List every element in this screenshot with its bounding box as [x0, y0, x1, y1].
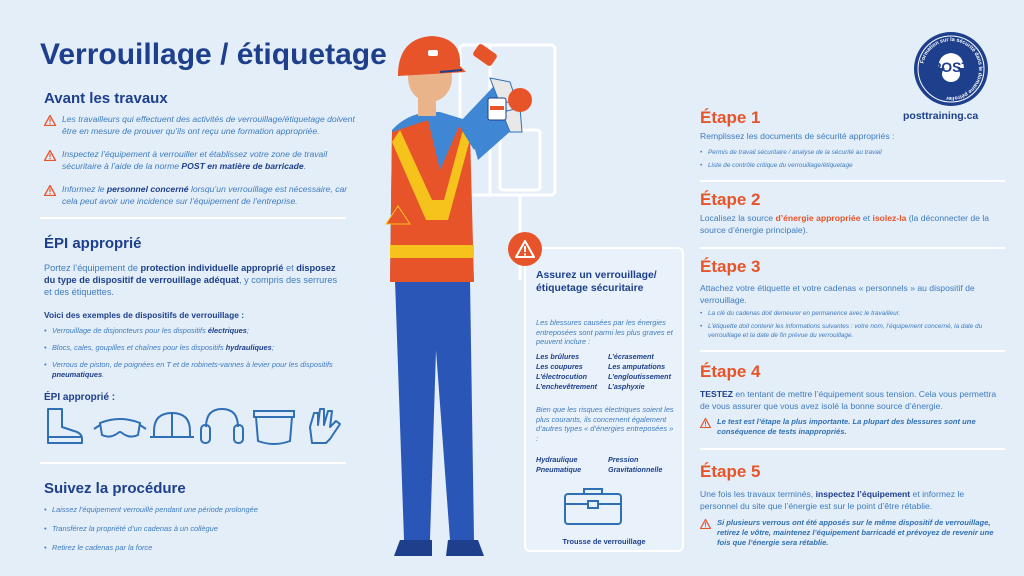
ppe-heading: ÉPI approprié :	[44, 392, 116, 403]
divider	[40, 217, 346, 219]
gloves-icon	[310, 409, 340, 443]
warning-icon	[700, 519, 711, 529]
step-2-text: Localisez la source d’énergie appropriée et isolez-la (la déconnecter de la source d’énergie principale).	[700, 213, 990, 235]
page-title: Verrouillage / étiquetage	[40, 38, 387, 71]
list-item: • Verrous de piston, de poignées en T et de robinets-vannes à levier pour les dispositifs pneumatiques.	[44, 360, 344, 380]
step-5-text: Une fois les travaux terminés, inspectez l’équipement et informez le personnel du site que l’énergie est sur le point d’être rétablie.	[700, 489, 965, 511]
list-item: • Transférez la propriété d’un cadenas à un collègue	[44, 524, 344, 534]
list-item: L’engloutissement	[608, 372, 671, 381]
step-1-title: Étape 1	[700, 108, 761, 127]
list-item: Les coupures	[536, 362, 583, 371]
divider	[700, 350, 1005, 352]
avant-warnings	[44, 114, 364, 207]
warning-icon	[44, 185, 56, 196]
list-item: Les amputations	[608, 362, 666, 371]
avant-heading: Avant les travaux	[44, 90, 168, 107]
step-3-list	[700, 309, 990, 344]
ppe-icons	[44, 405, 344, 447]
warning-badge	[508, 232, 542, 266]
hardhat-icon	[150, 413, 194, 437]
list-item: Hydraulique	[536, 455, 578, 464]
list-item: • Liste de contrôle critique du verrouillage/étiquetage	[700, 161, 990, 170]
earmuffs-icon	[201, 409, 243, 443]
warning-text: Inspectez l’équipement à verrouiller et établissez votre zone de travail sécuritaire à l’aide de la norme POST en matière de barricade.	[62, 149, 328, 171]
warning-icon	[44, 150, 56, 161]
step-1-list	[700, 148, 990, 174]
list-item: • Permis de travail sécuritaire / analyse de la sécurité au travail	[700, 148, 990, 157]
examples-heading: Voici des exemples de dispositifs de verrouillage :	[44, 310, 244, 320]
logo-ring-text: Formation sur la sécurité dans le domaine pétrolier	[919, 36, 984, 102]
card-intro: Les blessures causées par les énergies entreposées sont parmi les plus graves et peuvent inclure :	[536, 318, 673, 347]
boot-icon	[48, 409, 82, 443]
toolbox-icon	[562, 486, 624, 528]
warning-item	[44, 184, 364, 207]
list-item: Gravitationnelle	[608, 465, 663, 474]
step-1-text: Remplissez les documents de sécurité appropriés :	[700, 131, 895, 141]
list-item: Pression	[608, 455, 639, 464]
examples-list	[44, 326, 344, 387]
card-title: Assurez un verrouillage/étiquetage sécuritaire	[536, 270, 657, 294]
warning-icon	[515, 240, 535, 258]
list-item: Les brûlures	[536, 352, 580, 361]
epi-intro: Portez l’équipement de protection individuelle approprié et disposez du type de dispositif de verrouillage adéquat, y compris des serrures et des étiquettes.	[44, 263, 338, 298]
list-item: • Laissez l’équipement verrouillé pendant une période prolongée	[44, 505, 344, 515]
list-item: • Retirez le cadenas par la force	[44, 543, 344, 553]
step-2-title: Étape 2	[700, 190, 761, 209]
warning-item	[44, 114, 364, 137]
step-4-text: TESTEZ en tentant de mettre l’équipement sous tension. Cela vous permettra de vous assurer que vous avez isolé la bonne source d’énergie.	[700, 389, 997, 411]
divider	[700, 180, 1005, 182]
goggles-icon	[94, 419, 146, 437]
divider	[40, 462, 346, 464]
warning-text: Les travailleurs qui effectuent des activités de verrouillage/étiquetage doivent être en mesure de prouver qu’ils ont reçu une formation appropriée.	[62, 114, 355, 136]
list-item: L’électrocution	[536, 372, 587, 381]
warning-icon	[44, 115, 56, 126]
epi-heading: ÉPI approprié	[44, 235, 142, 252]
post-logo	[912, 30, 990, 108]
warning-item	[44, 149, 364, 172]
kit-label: Trousse de verrouillage	[562, 537, 646, 546]
step-4-title: Étape 4	[700, 362, 761, 381]
divider	[700, 247, 1005, 249]
website-link[interactable]: posttraining.ca	[903, 110, 979, 122]
energies-list	[536, 455, 680, 474]
logo-brand: POST	[931, 59, 971, 75]
list-item: • La clé du cadenas doit demeurer en permanence avec le travailleur.	[700, 309, 990, 318]
step-3-text: Attachez votre étiquette et votre cadenas « personnels » au dispositif de verrouillage.	[700, 283, 975, 305]
list-item: L’asphyxie	[608, 382, 645, 391]
warning-icon	[700, 418, 711, 428]
warning-text: Informez le personnel concerné lorsqu’un verrouillage est nécessaire, car cela peut avoir une incidence sur l’équipement de l’entreprise.	[62, 184, 348, 206]
step-4-warning: Le test est l’étape la plus importante. La plupart des blessures sont une conséquence de tests inappropriés.	[700, 417, 1000, 437]
step-5-warning: Si plusieurs verrous ont été apposés sur le même dispositif de verrouillage, retirez le vôtre, maintenez l’équipement barricadé et prévoyez de revenir une fois que l’énergie sera rétablie.	[700, 518, 1000, 548]
procedure-heading: Suivez la procédure	[44, 480, 186, 497]
divider	[700, 448, 1005, 450]
list-item: L’écrasement	[608, 352, 654, 361]
list-item: • L’étiquette doit contenir les informations suivantes : votre nom, l’équipement concerné, la date du verrouillage et la date de fin prévue du verrouillage.	[700, 322, 990, 340]
list-item: L’enchevêtrement	[536, 382, 597, 391]
list-item: • Verrouillage de disjoncteurs pour les dispositifs électriques;	[44, 326, 344, 336]
injuries-list	[536, 352, 680, 391]
procedure-list	[44, 505, 344, 560]
step-5-title: Étape 5	[700, 462, 761, 481]
step-3-title: Étape 3	[700, 257, 761, 276]
card-note: Bien que les risques électriques soient les plus courants, ils concernent également d’autres types « d’énergies entreposées » :	[536, 405, 674, 443]
list-item: • Blocs, cales, goupilles et chaînes pour les dispositifs hydrauliques;	[44, 343, 344, 353]
list-item: Pneumatique	[536, 465, 582, 474]
face-shield-icon	[254, 411, 294, 444]
